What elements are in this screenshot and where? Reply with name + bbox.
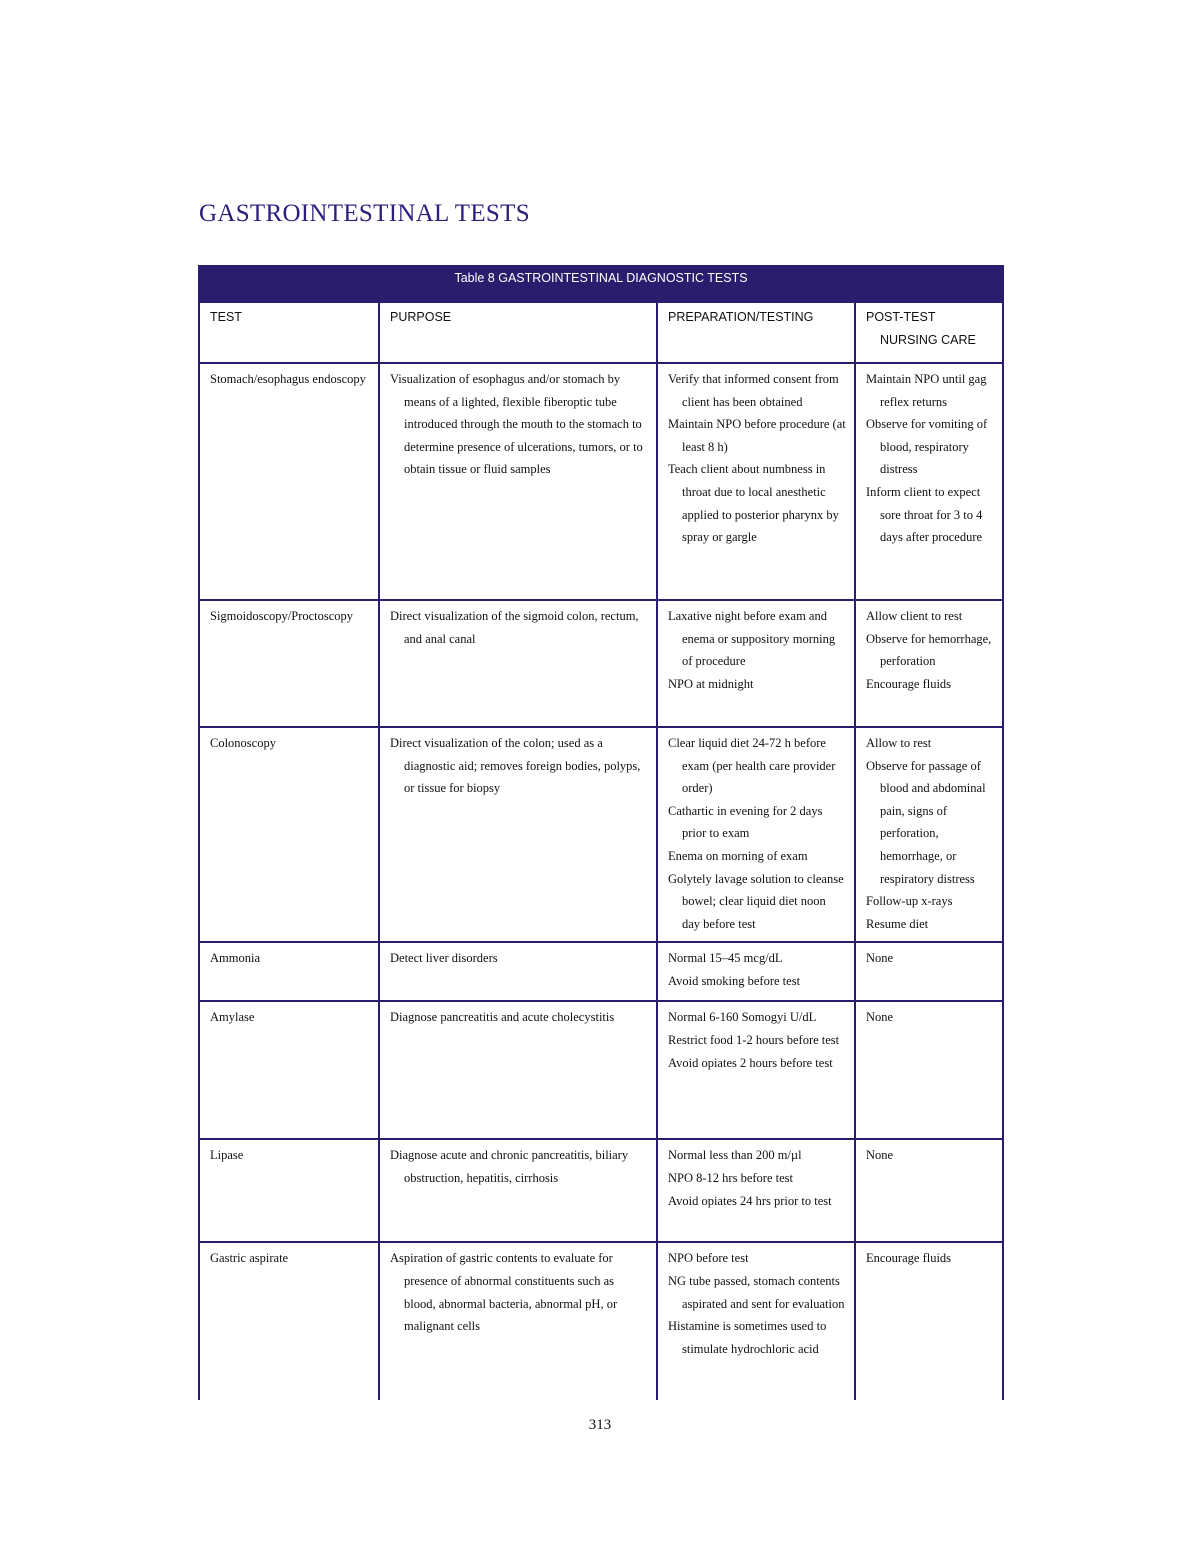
cell-post-test-item: Follow-up x-rays — [866, 894, 953, 909]
cell-post-test — [855, 1001, 1003, 1139]
cell-preparation-item: Restrict food 1-2 hours before test — [668, 1032, 840, 1047]
cell-preparation-item: Histamine is sometimes used to stimulate hydrochloric acid — [668, 1319, 827, 1356]
cell-purpose — [379, 1139, 657, 1242]
cell-preparation — [657, 600, 855, 727]
cell-post-test-item: Inform client to expect sore throat for 3 to 4 days after procedure — [866, 484, 983, 545]
header-purpose — [379, 302, 657, 363]
cell-post-test — [855, 1139, 1003, 1242]
cell-preparation-item: Maintain NPO before procedure (at least 8 h) — [668, 417, 846, 454]
cell-post-test — [855, 1242, 1003, 1400]
cell-post-test-item: Resume diet — [866, 916, 929, 931]
header-test-label: TEST — [210, 310, 242, 324]
cell-preparation-item: Avoid opiates 24 hrs prior to test — [668, 1193, 832, 1208]
diagnostic-tests-table-container — [198, 265, 1002, 1400]
cell-purpose-item: Direct visualization of the colon; used as a diagnostic aid; removes foreign bodies, polyps, or tissue for biopsy — [390, 736, 641, 796]
page-title: GASTROINTESTINAL TESTS — [199, 200, 530, 227]
table-row — [199, 1001, 1003, 1139]
cell-preparation-item: Normal less than 200 m/µl — [668, 1148, 802, 1163]
diagnostic-tests-table — [198, 265, 1004, 1400]
cell-purpose-item: Visualization of esophagus and/or stomach by means of a lighted, flexible fiberoptic tube introduced through the mouth to the stomach to determine presence of ulcerations, tumors, or to obtain tissue or fluid samples — [390, 372, 643, 477]
cell-preparation-item: Enema on morning of exam — [668, 848, 808, 863]
cell-purpose-item: Diagnose acute and chronic pancreatitis, biliary obstruction, hepatitis, cirrhosis — [390, 1148, 629, 1185]
cell-test-name: Stomach/esophagus endoscopy — [210, 372, 366, 386]
cell-test — [199, 942, 379, 1001]
cell-test — [199, 727, 379, 942]
cell-test-name: Amylase — [210, 1010, 255, 1025]
cell-purpose — [379, 942, 657, 1001]
cell-preparation-item: Golytely lavage solution to cleanse bowel; clear liquid diet noon day before test — [668, 871, 844, 931]
cell-post-test-item: Allow client to rest — [866, 609, 963, 623]
header-preparation — [657, 302, 855, 363]
cell-preparation — [657, 1242, 855, 1400]
cell-preparation-item: Clear liquid diet 24-72 h before exam (per health care provider order) — [668, 736, 836, 796]
cell-post-test-item: None — [866, 951, 894, 966]
table-caption-row — [199, 266, 1003, 302]
cell-post-test — [855, 942, 1003, 1001]
cell-test-name: Sigmoidoscopy/Proctoscopy — [210, 609, 354, 623]
cell-test — [199, 1242, 379, 1400]
cell-purpose — [379, 1001, 657, 1139]
table-row — [199, 1242, 1003, 1400]
cell-purpose — [379, 1242, 657, 1400]
cell-preparation — [657, 1001, 855, 1139]
cell-purpose — [379, 363, 657, 600]
cell-preparation — [657, 1139, 855, 1242]
cell-test — [199, 600, 379, 727]
page-number: 313 — [588, 1417, 612, 1433]
cell-test-name: Colonoscopy — [210, 736, 276, 750]
table-row — [199, 363, 1003, 600]
cell-preparation-item: NG tube passed, stomach contents aspirated and sent for evaluation — [668, 1273, 845, 1311]
table-row — [199, 600, 1003, 727]
cell-purpose-item: Direct visualization of the sigmoid colon, rectum, and anal canal — [390, 609, 639, 646]
cell-purpose-item: Detect liver disorders — [390, 951, 498, 966]
cell-test-name: Ammonia — [210, 951, 260, 966]
cell-post-test — [855, 727, 1003, 942]
header-purpose-label: PURPOSE — [390, 310, 452, 324]
cell-preparation-item: NPO before test — [668, 1251, 749, 1266]
table-row — [199, 727, 1003, 942]
cell-post-test-item: Observe for hemorrhage, perforation — [866, 631, 992, 669]
cell-preparation-item: Cathartic in evening for 2 days prior to exam — [668, 803, 823, 841]
cell-post-test — [855, 600, 1003, 727]
cell-preparation-item: NPO at midnight — [668, 676, 754, 691]
cell-post-test-item: Observe for passage of blood and abdominal pain, signs of perforation, hemorrhage, or respiratory distress — [866, 758, 986, 886]
cell-test-name: Lipase — [210, 1148, 244, 1163]
cell-post-test-item: Encourage fluids — [866, 1251, 952, 1266]
cell-preparation-item: Teach client about numbness in throat due to local anesthetic applied to posterior pharynx by spray or gargle — [668, 462, 839, 545]
table-row — [199, 942, 1003, 1001]
cell-post-test-item: None — [866, 1148, 894, 1163]
cell-test-name: Gastric aspirate — [210, 1251, 289, 1266]
table-caption: Table 8 GASTROINTESTINAL DIAGNOSTIC TESTS — [199, 266, 1003, 302]
cell-purpose — [379, 727, 657, 942]
cell-test — [199, 1139, 379, 1242]
cell-purpose — [379, 600, 657, 727]
cell-preparation-item: NPO 8-12 hrs before test — [668, 1170, 793, 1185]
cell-test — [199, 363, 379, 600]
cell-post-test-item: Allow to rest — [866, 736, 932, 750]
table-header-row — [199, 302, 1003, 363]
header-post-test — [855, 302, 1003, 363]
header-test — [199, 302, 379, 363]
cell-post-test — [855, 363, 1003, 600]
cell-preparation — [657, 363, 855, 600]
cell-post-test-item: None — [866, 1010, 894, 1025]
cell-preparation — [657, 727, 855, 942]
cell-post-test-item: Encourage fluids — [866, 676, 952, 691]
header-preparation-label: PREPARATION/TESTING — [668, 310, 814, 324]
cell-preparation-item: Avoid smoking before test — [668, 973, 801, 988]
cell-test — [199, 1001, 379, 1139]
table-row — [199, 1139, 1003, 1242]
cell-preparation — [657, 942, 855, 1001]
header-post-test-label: POST-TEST NURSING CARE — [866, 310, 976, 347]
cell-purpose-item: Aspiration of gastric contents to evaluate for presence of abnormal constituents such as blood, abnormal bacteria, abnormal pH, or malignant cells — [390, 1251, 618, 1334]
cell-post-test-item: Maintain NPO until gag reflex returns — [866, 372, 987, 409]
cell-preparation-item: Normal 15–45 mcg/dL — [668, 951, 783, 966]
cell-preparation-item: Verify that informed consent from client has been obtained — [668, 372, 839, 409]
cell-purpose-item: Diagnose pancreatitis and acute cholecystitis — [390, 1010, 615, 1025]
cell-preparation-item: Normal 6-160 Somogyi U/dL — [668, 1010, 817, 1025]
cell-preparation-item: Avoid opiates 2 hours before test — [668, 1055, 833, 1070]
cell-post-test-item: Observe for vomiting of blood, respiratory distress — [866, 417, 988, 477]
cell-preparation-item: Laxative night before exam and enema or suppository morning of procedure — [668, 609, 836, 669]
